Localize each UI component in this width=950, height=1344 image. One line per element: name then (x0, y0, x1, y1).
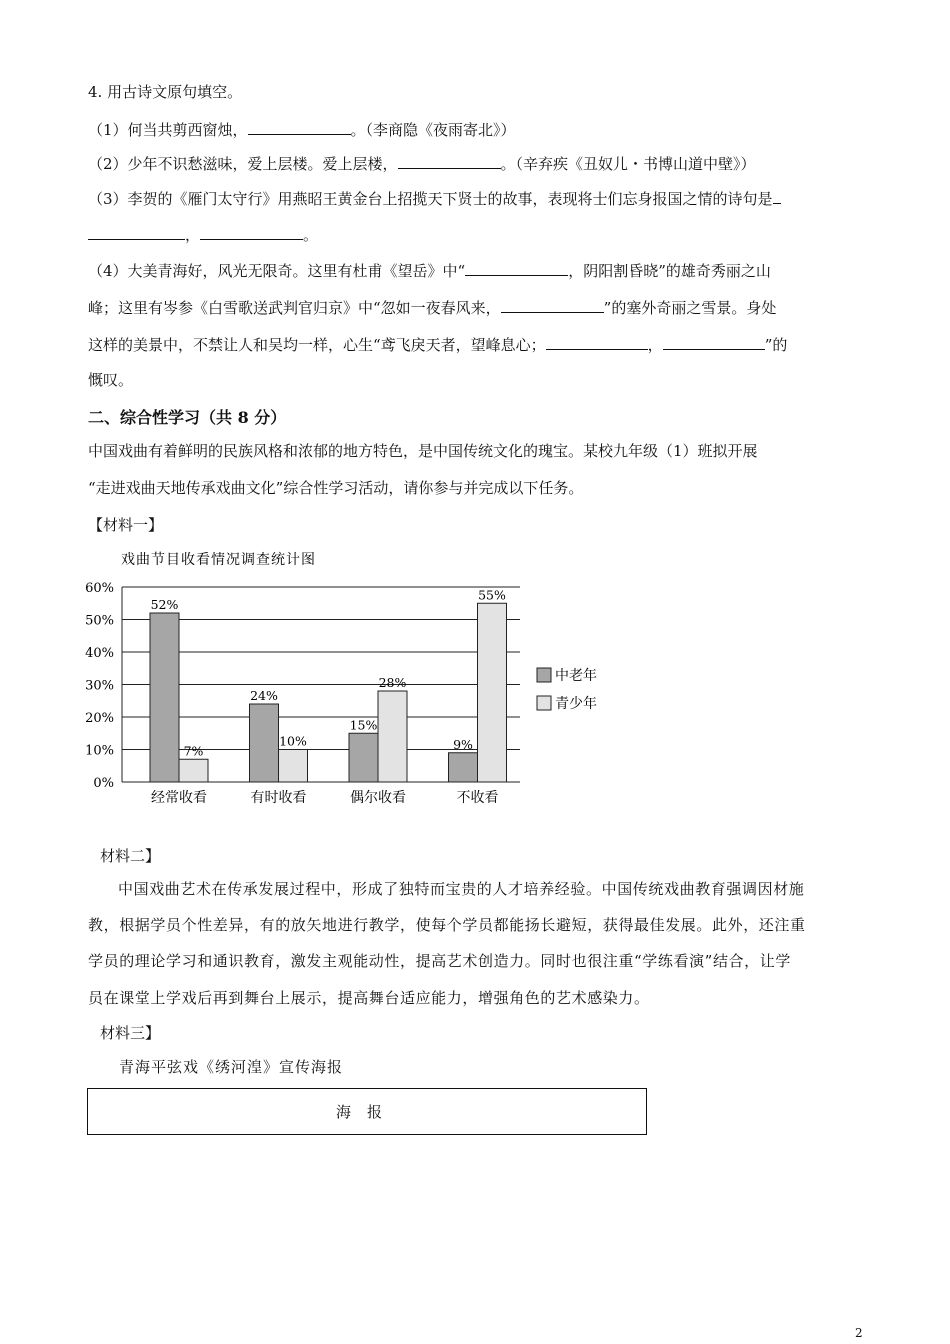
q4-s2-text-a: （2）少年不识愁滋味，爱上层楼。爱上层楼， (88, 155, 398, 173)
q4-title: 4. 用古诗文原句填空。 (88, 83, 243, 101)
chart-legend (537, 667, 597, 712)
data-label: 52% (150, 597, 179, 612)
y-tick-label: 60% (85, 581, 114, 596)
q4-sentence-4-line-4: 慨叹。 (88, 371, 134, 389)
bar-middle-aged (150, 613, 179, 782)
legend-swatch (537, 668, 551, 682)
q4-s4-text: 峰；这里有岑参《白雪歌送武判官归京》中“忽如一夜春风来， (88, 299, 501, 317)
y-tick-label: 0% (93, 776, 114, 791)
material-3-caption: 青海平弦戏《绣河湟》宣传海报 (119, 1058, 344, 1076)
data-label: 10% (279, 733, 307, 749)
data-label: 55% (478, 587, 506, 603)
legend-label: 中老年 (555, 668, 597, 684)
category-label: 偶尔收看 (350, 790, 406, 806)
intro-line-1: 中国戏曲有着鲜明的民族风格和浓郁的地方特色，是中国传统文化的瑰宝。某校九年级（1）班拟开展 (88, 442, 758, 460)
category-label: 不收看 (456, 790, 499, 806)
q4-s2-text-b: 。（辛弃疾《丑奴儿・书博山道中壁》） (500, 155, 756, 173)
answer-blank[interactable] (546, 334, 648, 350)
section-heading: 二、综合性学习（共 8 分） (88, 408, 287, 427)
q4-sentence-1 (88, 119, 516, 140)
y-tick-label: 20% (85, 711, 114, 726)
bar-youth (378, 691, 407, 782)
q4-sentence-4-line-3 (88, 334, 787, 355)
category-label: 经常收看 (151, 790, 207, 806)
y-tick-label: 40% (85, 646, 114, 661)
q4-s3-text-c: 。 (303, 226, 319, 244)
material-1-label: 【材料一】 (88, 516, 164, 534)
answer-blank[interactable] (501, 297, 604, 313)
bar-youth (478, 603, 507, 782)
y-tick-label: 50% (85, 613, 114, 629)
q4-sentence-2 (88, 153, 756, 174)
data-label: 24% (250, 688, 278, 703)
answer-blank[interactable] (465, 260, 568, 276)
answer-blank[interactable] (248, 119, 351, 135)
page-number: 2 (855, 1326, 863, 1340)
bar-middle-aged (349, 733, 378, 782)
q4-s4-text: ，阴阳割昏晓”的雄奇秀丽之山 (568, 262, 771, 280)
answer-blank[interactable] (773, 188, 781, 204)
material-2-line-2: 教，根据学员个性差异，有的放矢地进行教学，使每个学员都能扬长避短，获得最佳发展。此外，还注重 (88, 916, 806, 934)
q4-s1-text-b: 。（李商隐《夜雨寄北》） (350, 121, 516, 139)
material-2-line-4: 员在课堂上学戏后再到舞台上展示，提高舞台适应能力，增强角色的艺术感染力。 (88, 989, 650, 1007)
category-label: 有时收看 (250, 790, 307, 806)
bar-chart (80, 552, 640, 815)
legend-swatch (537, 696, 551, 710)
data-label: 15% (349, 717, 378, 733)
y-tick-label: 10% (85, 743, 114, 759)
q4-s1-text-a: （1）何当共剪西窗烛， (88, 121, 248, 139)
q4-s4-text: ”的塞外奇丽之雪景。身处 (603, 299, 777, 317)
legend-label: 青少年 (555, 696, 597, 712)
bar-middle-aged (449, 753, 478, 782)
material-2-line-1: 中国戏曲艺术在传承发展过程中，形成了独特而宝贵的人才培养经验。中国传统戏曲教育强调因材施 (118, 880, 805, 898)
q4-sentence-3 (88, 188, 781, 209)
answer-blank[interactable] (663, 334, 765, 350)
answer-blank[interactable] (88, 224, 185, 240)
data-label: 7% (183, 743, 204, 759)
q4-sentence-3-cont (88, 224, 318, 245)
answer-blank[interactable] (398, 153, 501, 169)
material-3-label: 材料三】 (100, 1024, 161, 1042)
q4-s4-text: ， (647, 336, 663, 354)
data-label: 9% (453, 736, 473, 752)
bar-middle-aged (250, 704, 279, 782)
q4-sentence-4-line-2 (88, 297, 776, 318)
bar-youth (279, 750, 308, 783)
q4-s4-text: （4）大美青海好，风光无限奇。这里有杜甫《望岳》中“ (88, 262, 466, 280)
q4-s3-text-b: ， (185, 226, 201, 244)
answer-blank[interactable] (200, 224, 303, 240)
material-2-label: 材料二】 (100, 847, 161, 865)
poster-title: 海报 (335, 1103, 398, 1121)
poster-box (87, 1088, 647, 1135)
chart-title: 戏曲节目收看情况调查统计图 (121, 552, 316, 568)
q4-s3-text-a: （3）李贺的《雁门太守行》用燕昭王黄金台上招揽天下贤士的故事，表现将士们忘身报国之情的诗句是 (88, 190, 773, 208)
intro-line-2: “走进戏曲天地传承戏曲文化”综合性学习活动，请你参与并完成以下任务。 (88, 479, 584, 497)
data-label: 28% (378, 675, 407, 690)
bar-youth (179, 759, 208, 782)
q4-sentence-4-line-1 (88, 260, 771, 281)
y-tick-label: 30% (85, 678, 114, 694)
q4-s4-text: 这样的美景中，不禁让人和吴均一样，心生“鸢飞戾天者，望峰息心； (88, 336, 546, 354)
q4-s4-text: ”的 (764, 336, 788, 354)
chart-bars (150, 603, 507, 782)
material-2-line-3: 学员的理论学习和通识教育，激发主观能动性，提高艺术创造力。同时也很注重“学练看演”结合，让学 (88, 952, 791, 970)
